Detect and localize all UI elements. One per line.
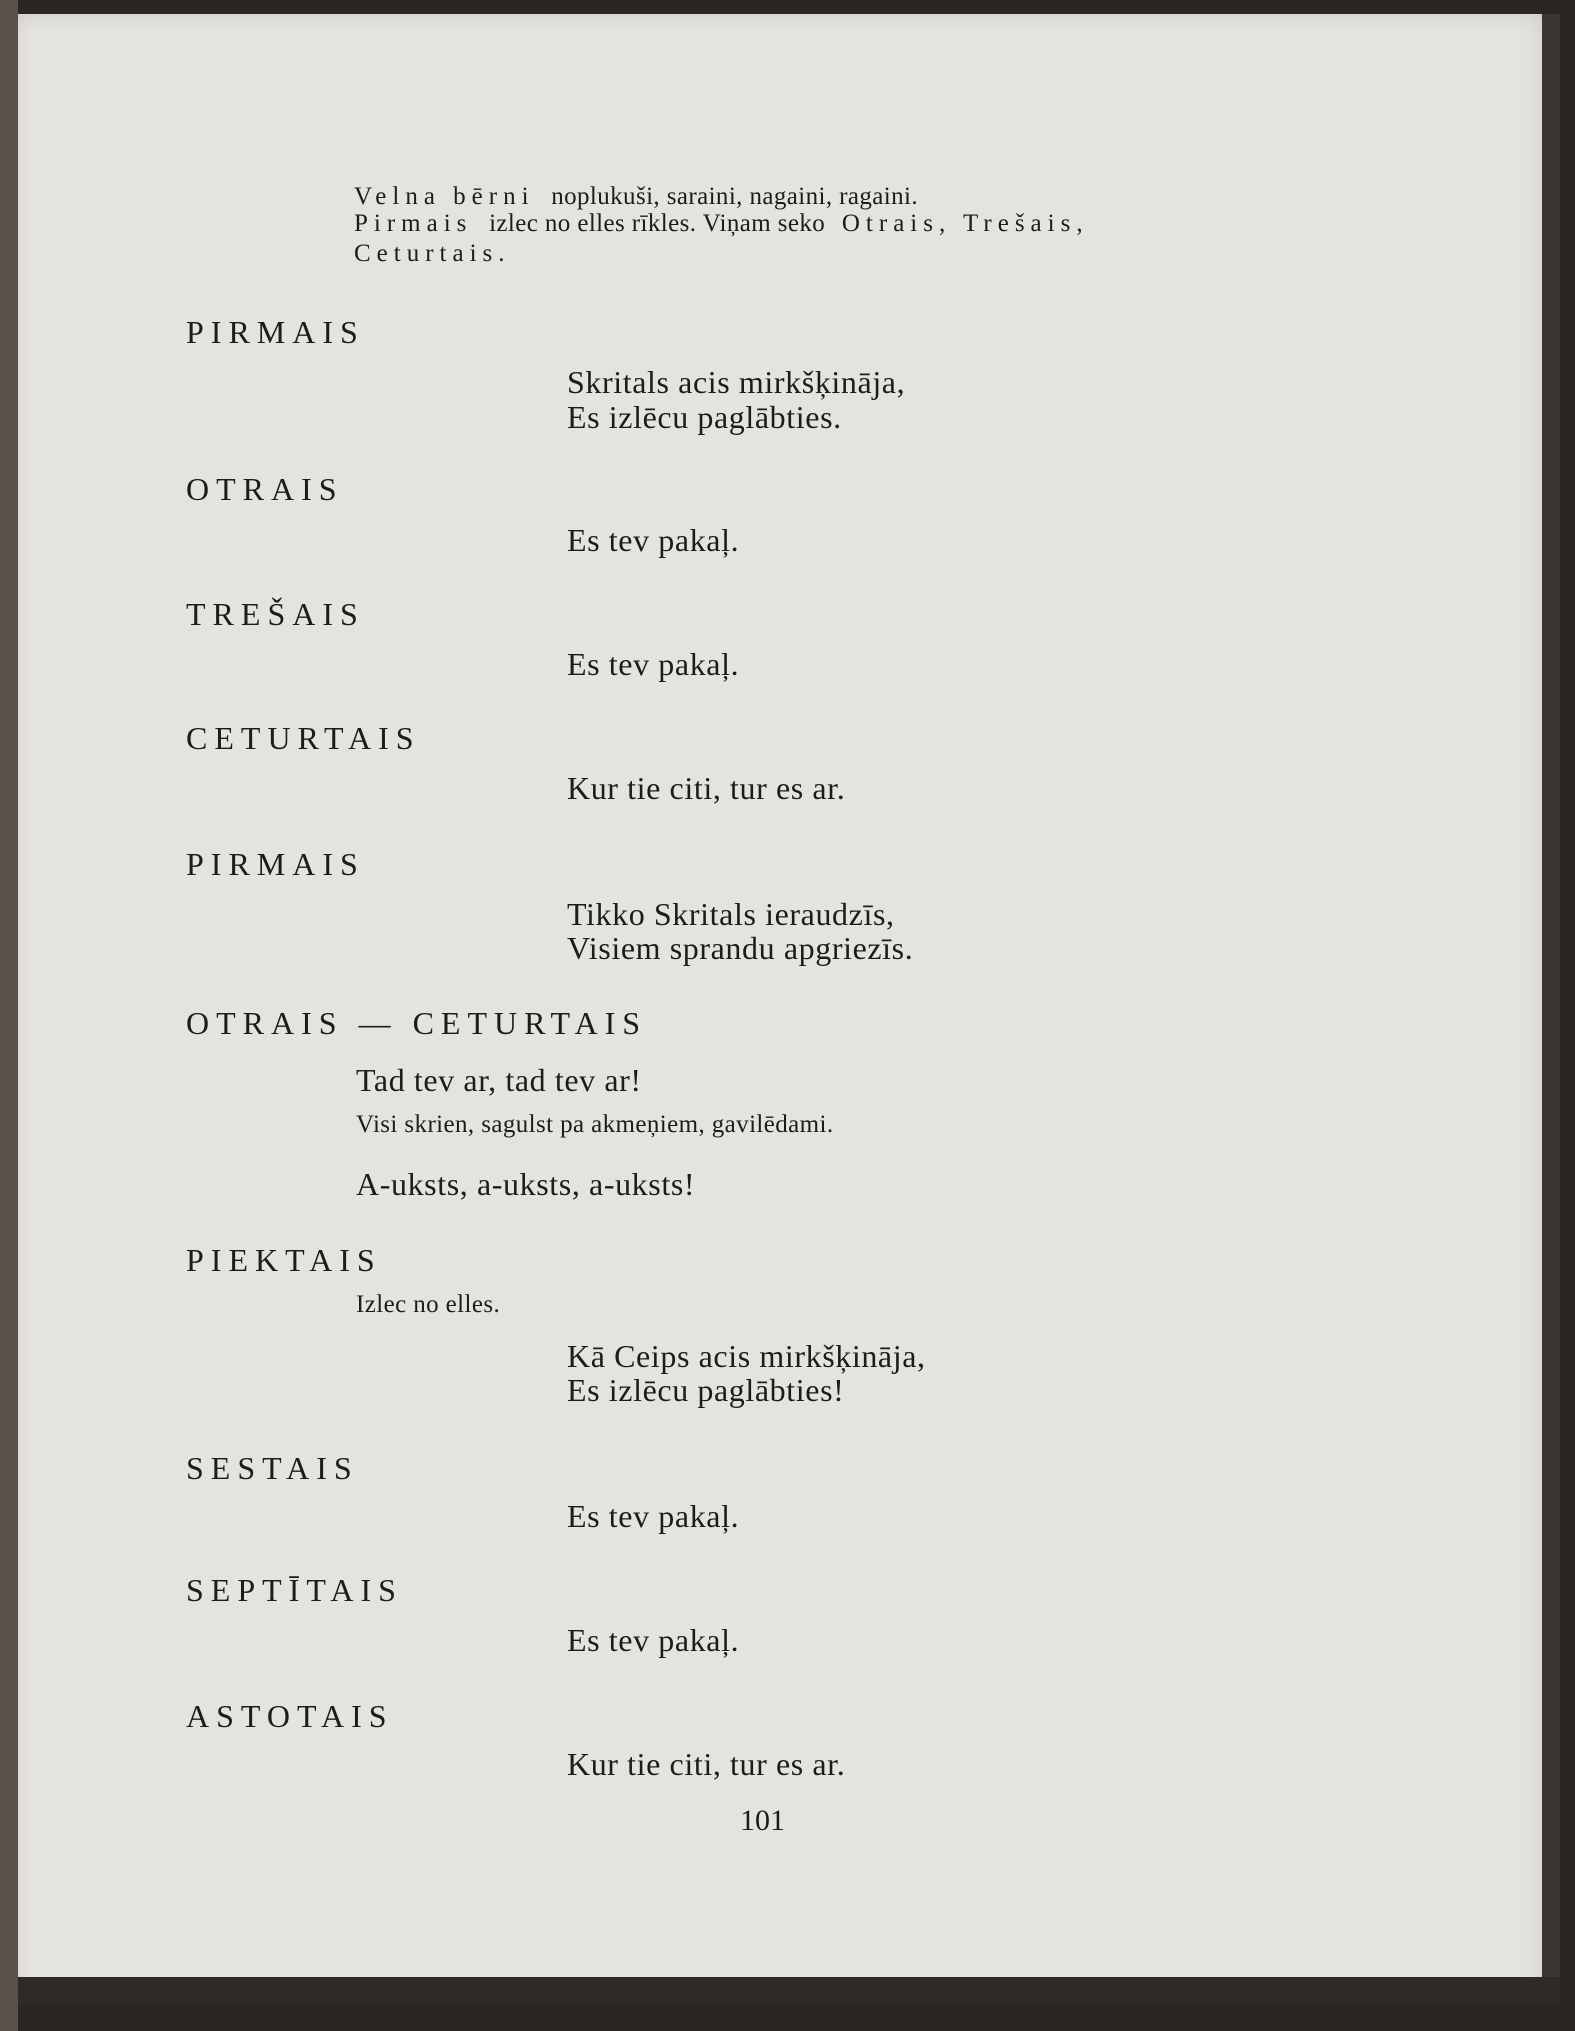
verse-line: Es tev pakaļ. [567, 1622, 740, 1658]
verse-line: Kur tie citi, tur es ar. [567, 770, 846, 806]
speaker-tresais: TREŠAIS [186, 596, 365, 632]
speaker-piektais: PIEKTAIS [186, 1242, 382, 1278]
intro-name-velna-berni: Velna bērni [354, 183, 535, 210]
verse-line: Tad tev ar, tad tev ar! [356, 1062, 642, 1098]
book-spine-edge [1542, 14, 1560, 2004]
intro-name-ceturtais: Ceturtais. [354, 240, 511, 267]
intro-line-1 [354, 184, 918, 209]
speaker-astotais: ASTOTAIS [186, 1698, 394, 1734]
speaker-septitais: SEPTĪTAIS [186, 1572, 403, 1608]
stage-direction: Visi skrien, sagulst pa akmeņiem, gavilēdami. [356, 1111, 834, 1138]
stage-direction: Izlec no elles. [356, 1291, 501, 1318]
verse-line: Skritals acis mirkšķināja, [567, 364, 906, 400]
verse-line: A-uksts, a-uksts, a-uksts! [356, 1166, 696, 1202]
speaker-ceturtais: CETURTAIS [186, 720, 421, 756]
speaker-pirmais: PIRMAIS [186, 846, 365, 882]
book-left-edge [0, 0, 18, 2031]
intro-name-otrais-tresais: Otrais, Trešais, [841, 210, 1089, 237]
speaker-otrais-ceturtais: OTRAIS — CETURTAIS [186, 1005, 648, 1041]
page-number: 101 [740, 1804, 785, 1837]
verse-line: Es tev pakaļ. [567, 1498, 740, 1534]
verse-line: Es izlēcu paglābties. [567, 399, 842, 435]
verse-line: Es tev pakaļ. [567, 522, 740, 558]
verse-line: Kā Ceips acis mirkšķināja, [567, 1338, 926, 1374]
speaker-pirmais: PIRMAIS [186, 314, 365, 350]
intro-text-2: izlec no elles rīkles. Viņam seko [489, 210, 826, 237]
book-bottom-edge [18, 1977, 1560, 2004]
speaker-otrais: OTRAIS [186, 471, 344, 507]
intro-name-pirmais: Pirmais [354, 210, 473, 237]
verse-line: Kur tie citi, tur es ar. [567, 1746, 846, 1782]
verse-line: Es izlēcu paglābties! [567, 1372, 845, 1408]
verse-line: Es tev pakaļ. [567, 646, 740, 682]
verse-line: Tikko Skritals ieraudzīs, [567, 896, 895, 932]
intro-line-2 [354, 211, 1089, 236]
speaker-sestais: SESTAIS [186, 1450, 359, 1486]
intro-text-1: noplukuši, saraini, nagaini, ragaini. [551, 183, 919, 210]
verse-line: Visiem sprandu apgriezīs. [567, 930, 914, 966]
